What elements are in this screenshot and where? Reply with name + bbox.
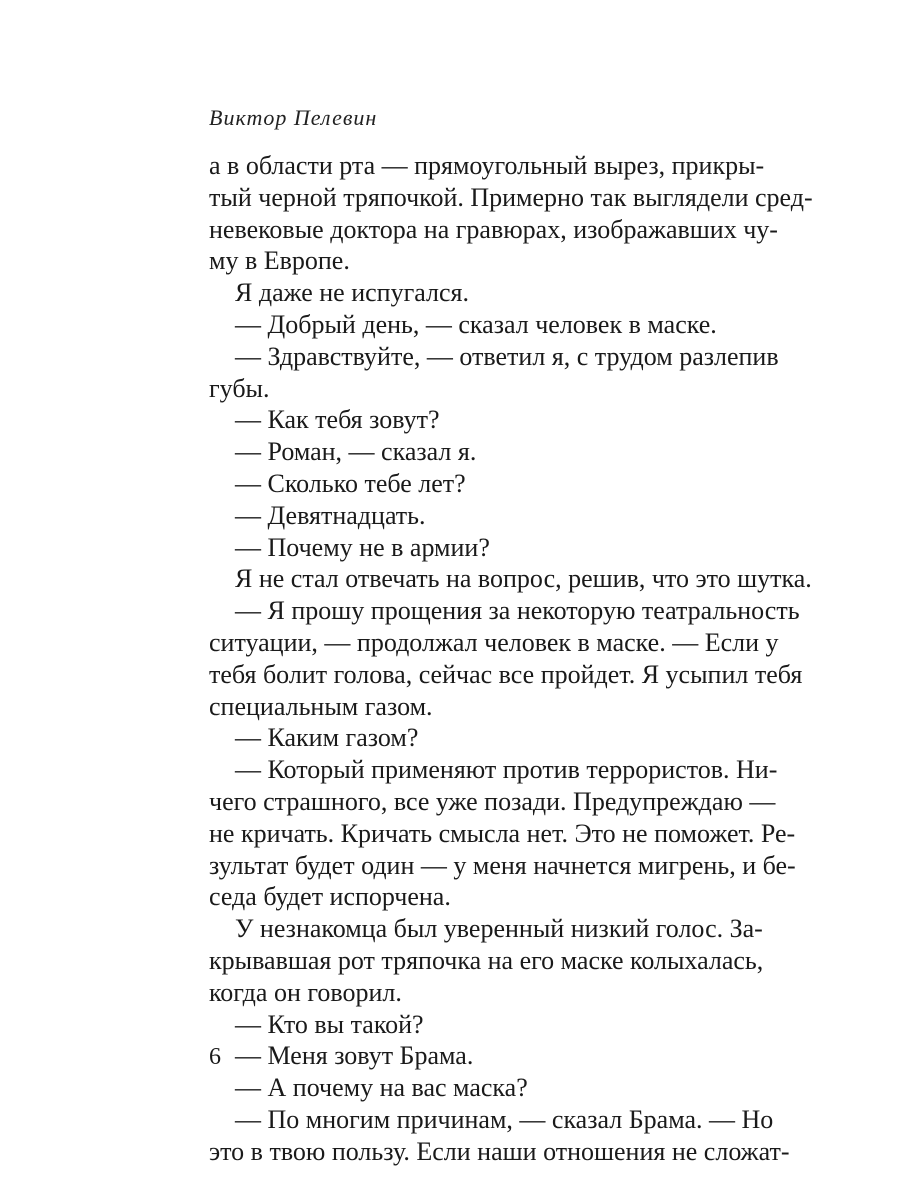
text-line: крывавшая рот тряпочка на его маске колыхалась, [209,945,764,975]
text-line: невековые доктора на гравюрах, изображавших чу- [209,214,778,244]
text-line: — Меня зовут Брама. [235,1041,474,1071]
text-line: — Кто вы такой? [235,1009,424,1039]
text-line: — Добрый день, — сказал человек в маске. [235,309,717,339]
text-line: тебя болит голова, сейчас все пройдет. Я усыпил тебя [209,659,803,689]
text-line: это в твою пользу. Если наши отношения не сложат- [209,1136,790,1166]
text-line: чего страшного, все уже позади. Предупреждаю — [209,786,776,816]
text-line: седа будет испорчена. [209,882,451,912]
text-line: Я даже не испугался. [235,278,469,308]
text-line: — А почему на вас маска? [235,1073,528,1103]
text-line: ситуации, — продолжал человек в маске. — Если у [209,627,779,657]
text-line: Я не стал отвечать на вопрос, решив, что это шутка. [235,564,812,594]
text-line: — Я прошу прощения за некоторую театральность [235,596,800,626]
text-line: — По многим причинам, — сказал Брама. — Но [235,1104,774,1134]
body-text [209,150,813,1168]
page-number: 6 [209,1044,221,1070]
text-line: — Сколько тебе лет? [235,468,466,498]
text-line: губы. [209,373,270,403]
text-line: — Роман, — сказал я. [235,437,477,467]
text-line: — Здравствуйте, — ответил я, с трудом разлепив [235,341,779,371]
text-line: тый черной тряпочкой. Примерно так выглядели сред- [209,182,813,212]
text-line: зультат будет один — у меня начнется мигрень, и бе- [209,850,796,880]
text-line: — Как тебя зовут? [235,405,440,435]
text-line: — Девятнадцать. [235,500,426,530]
text-line: — Почему не в армии? [235,532,490,562]
text-line: а в области рта — прямоугольный вырез, прикры- [209,151,765,180]
text-line: — Который применяют против террористов. Ни- [235,755,778,785]
text-line: У незнакомца был уверенный низкий голос. За- [235,914,763,944]
text-line: специальным газом. [209,691,433,721]
text-line: — Каким газом? [235,723,419,753]
text-line: когда он говорил. [209,977,402,1007]
text-line: не кричать. Кричать смысла нет. Это не поможет. Ре- [209,818,796,848]
running-head-author: Виктор Пелевин [209,105,378,130]
text-line: му в Европе. [209,246,350,276]
